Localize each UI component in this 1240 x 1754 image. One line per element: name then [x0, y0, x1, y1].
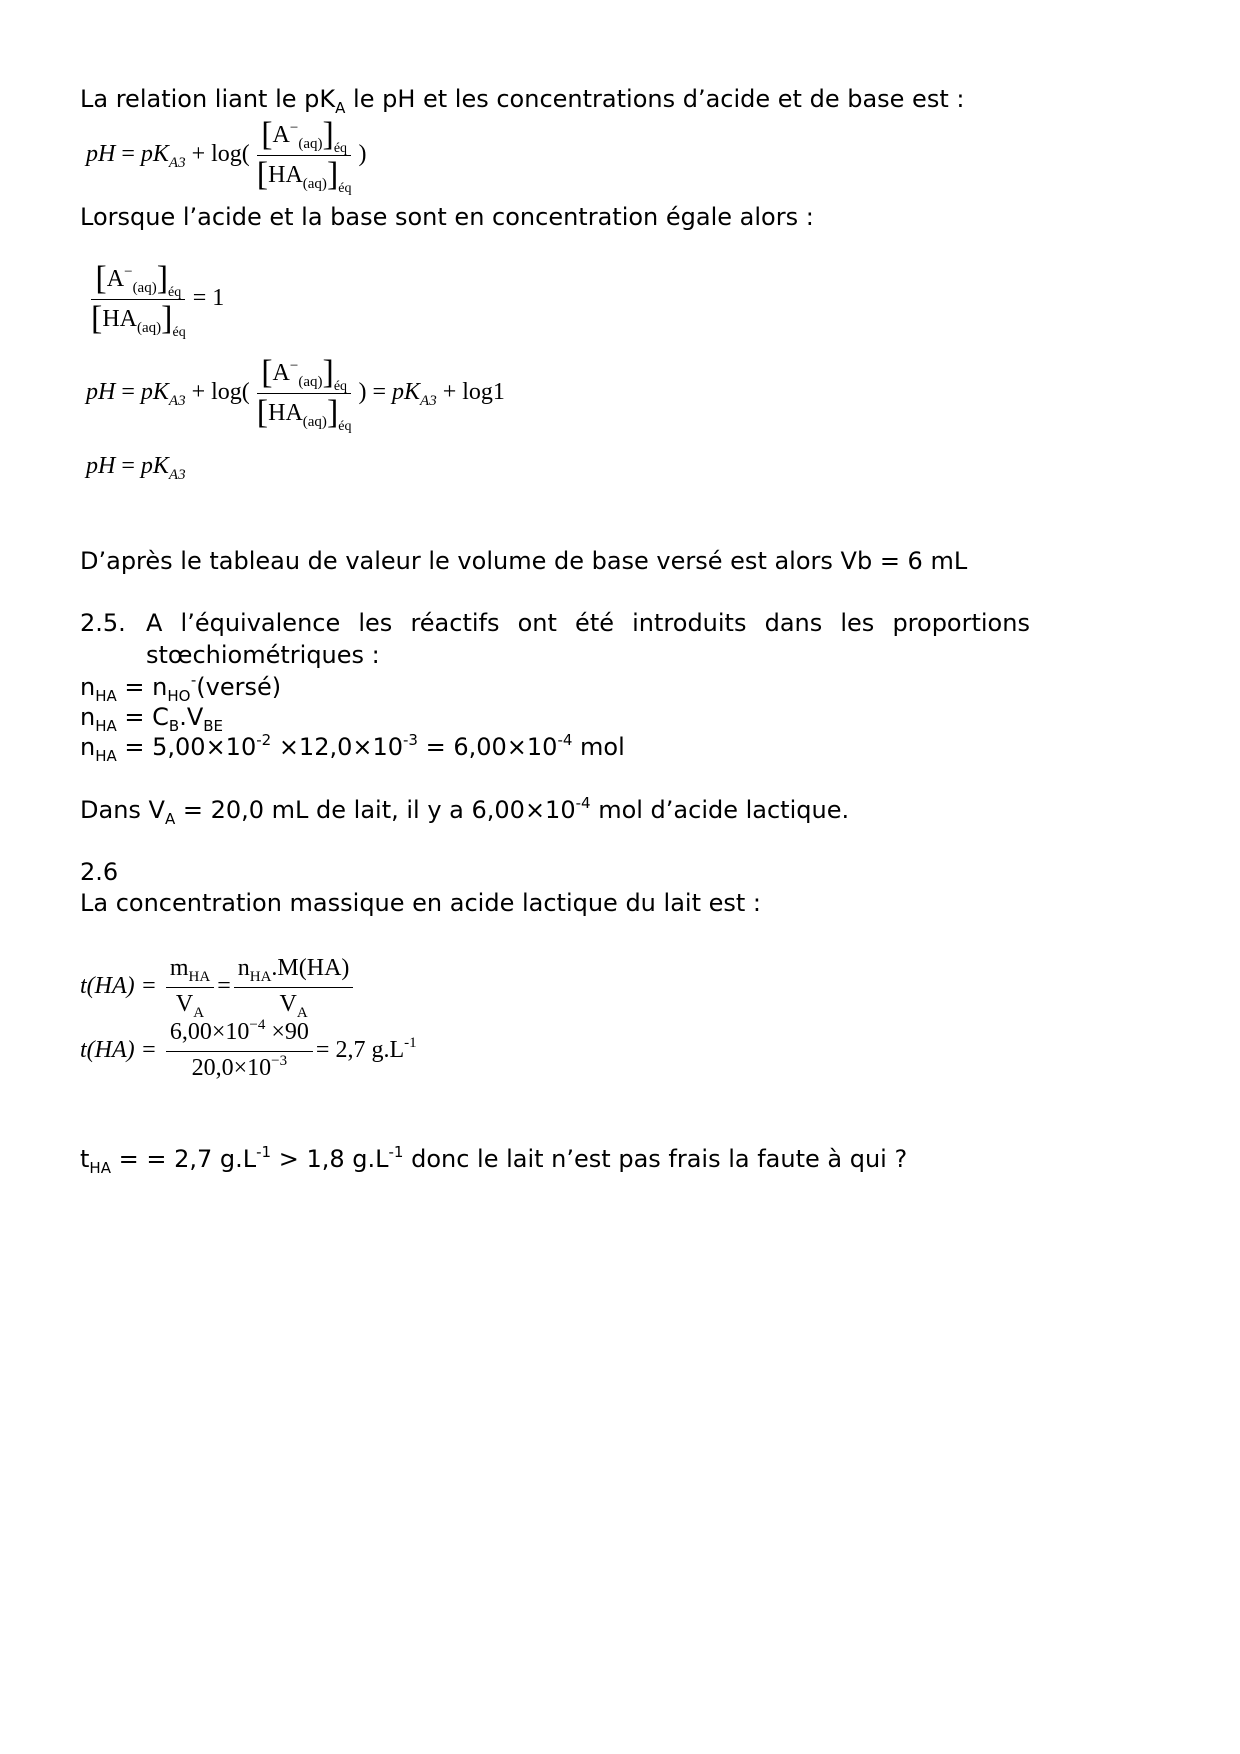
lactic-acid-amount-line: Dans $V_A = 20,0$ mL de lait, il y a $6,00\times 10^{-4}$ mol d’acide lactique.: [80, 794, 850, 828]
henderson-equation: pH = $pK_{A3} + \log$( $\frac{[A^-_{(aq)}]_{éq}}{[HA_{(aq)}]_{éq}}$ ): [86, 116, 367, 196]
section-2-6-number: 2.6: [80, 858, 119, 886]
intro-relation-line: La relation liant le $pK_A$ le pH et les concentrations d’acide et de base est :: [80, 85, 965, 117]
section-2-5-line2: stœchiométriques :: [146, 641, 380, 669]
volume-base-line: D’après le tableau de valeur le volume de base versé est alors Vb = 6 mL: [80, 547, 968, 575]
mass-concentration-numeric: t(HA) = $\frac{6,00\times 10^{-4} \times 90}{20,0\times 10^{-3}}$ = 2,7 $g.L^{-1}$: [80, 1017, 417, 1081]
nha-equals-cb-vbe-line: $n_{HA} = C_B.V_{BE}$: [80, 703, 224, 735]
mass-concentration-formula: t(HA) = $\frac{m_{HA}}{V_A}$ = $\frac{n_{HA}.M(HA)}{V_A}$: [80, 954, 356, 1021]
equal-concentration-line: Lorsque l’acide et la base sont en concentration égale alors :: [80, 203, 814, 231]
section-2-6-line: La concentration massique en acide lactique du lait est :: [80, 889, 761, 917]
section-2-5-number: 2.5.: [80, 609, 126, 637]
ph-equals-pka-log1-equation: pH = $pK_{A3} + \log$( $\frac{[A^-_{(aq)}]_{éq}}{[HA_{(aq)}]_{éq}}$ ) = $pK_{A3} + \log 1$: [86, 354, 505, 434]
ratio-equals-one-equation: $\frac{[A^-_{(aq)}]_{éq}}{[HA_{(aq)}]_{éq}}$ = 1: [91, 260, 225, 340]
ph-equals-pka-equation: pH = $pK_{A3}$: [86, 453, 186, 483]
conclusion-line: $t_{HA}$ = = 2,7 $g.L^{-1} > 1,8$ $g.L^{-1}$ donc le lait n’est pas frais la faute à qui ?: [80, 1143, 908, 1177]
nha-equals-nho-line: $n_{HA}$ = $n_{HO}^-(versé)$: [80, 671, 282, 705]
section-2-5-justified-line: A l’équivalence les réactifs ont été introduits dans les proportions: [146, 609, 1030, 637]
nha-numeric-line: $n_{HA} = 5,00\times 10^{-2} \times 12,0\times 10^{-3} = 6,00\times 10^{-4}$ mol: [80, 731, 625, 765]
